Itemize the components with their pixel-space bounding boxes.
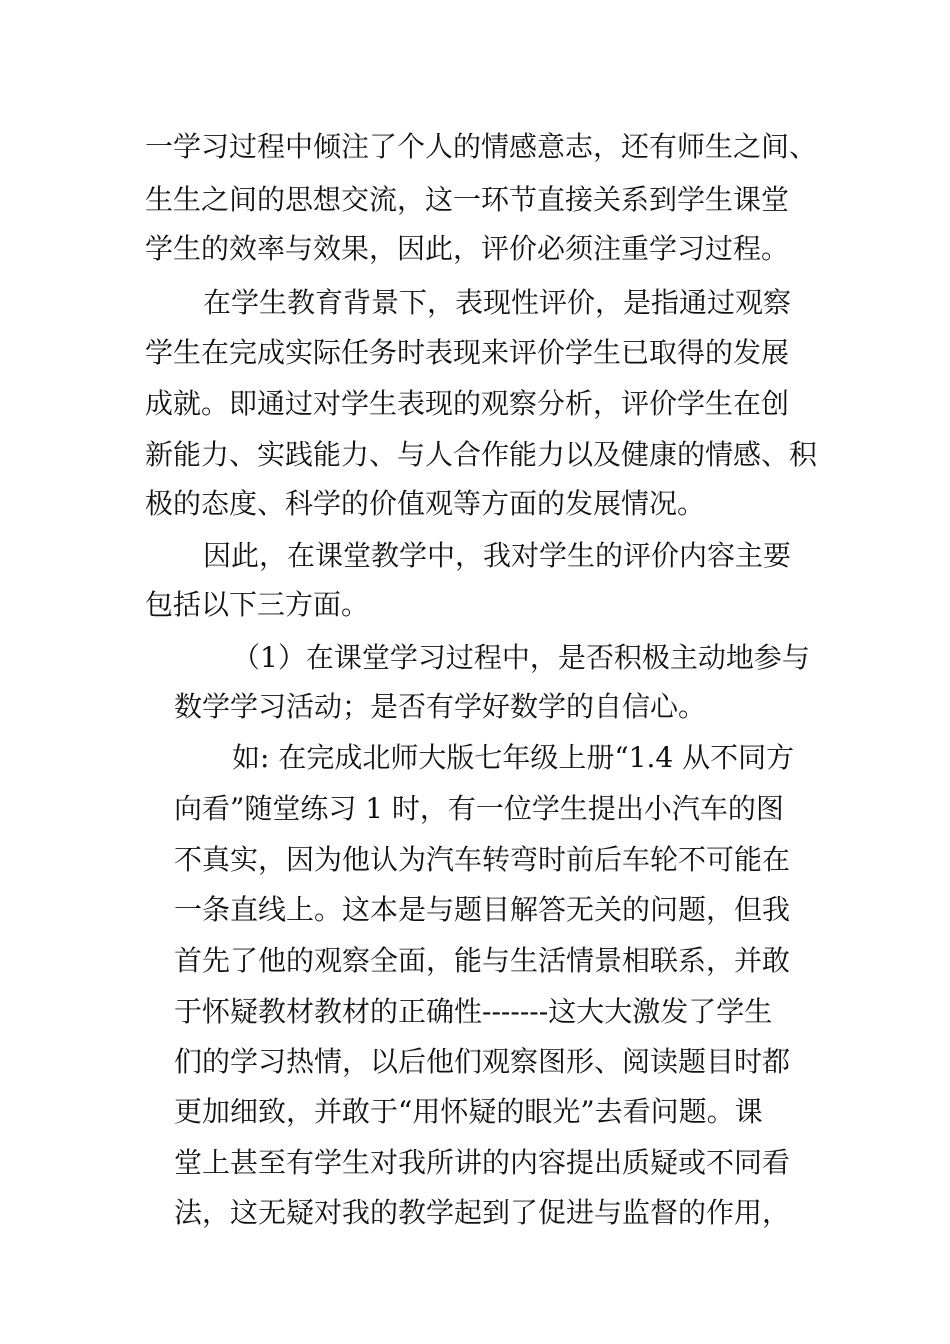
text-line: 成就。即通过对学生表现的观察分析，评价学生在创 — [145, 387, 790, 420]
text-line: 更加细致，并敢于“用怀疑的眼光”去看问题。课 — [174, 1095, 763, 1128]
text-line: 数学学习活动；是否有学好数学的自信心。 — [174, 690, 707, 723]
text-line: 如: 在完成北师大版七年级上册“1.4 从不同方 — [232, 741, 795, 774]
text-line: 堂上甚至有学生对我所讲的内容提出质疑或不同看 — [174, 1146, 791, 1179]
text-line: 因此，在课堂教学中，我对学生的评价内容主要 — [203, 539, 792, 572]
text-line: 新能力、实践能力、与人合作能力以及健康的情感、积 — [145, 438, 818, 471]
text-line: 不真实，因为他认为汽车转弯时前后车轮不可能在 — [174, 843, 791, 876]
text-line: 于怀疑教材教材的正确性-------这大大激发了学生 — [174, 995, 773, 1028]
text-line: （1）在课堂学习过程中，是否积极主动地参与 — [232, 641, 810, 674]
text-line: 学生在完成实际任务时表现来评价学生已取得的发展 — [145, 336, 790, 369]
text-line: 们的学习热情，以后他们观察图形、阅读题目时都 — [174, 1045, 791, 1078]
text-line: 一条直线上。这本是与题目解答无关的问题，但我 — [174, 893, 791, 926]
text-line: 包括以下三方面。 — [145, 588, 370, 621]
text-line: 学生的效率与效果，因此，评价必须注重学习过程。 — [145, 232, 790, 265]
text-line: 法，这无疑对我的教学起到了促进与监督的作用， — [174, 1196, 791, 1229]
text-line: 在学生教育背景下，表现性评价，是指通过观察 — [203, 286, 792, 319]
text-line: 生生之间的思想交流，这一环节直接关系到学生课堂 — [145, 183, 790, 216]
text-line: 一学习过程中倾注了个人的情感意志，还有师生之间、 — [145, 130, 818, 163]
text-line: 向看”随堂练习 1 时，有一位学生提出小汽车的图 — [174, 792, 784, 825]
text-line: 首先了他的观察全面，能与生活情景相联系，并敢 — [174, 944, 791, 977]
text-line: 极的态度、科学的价值观等方面的发展情况。 — [145, 487, 706, 520]
